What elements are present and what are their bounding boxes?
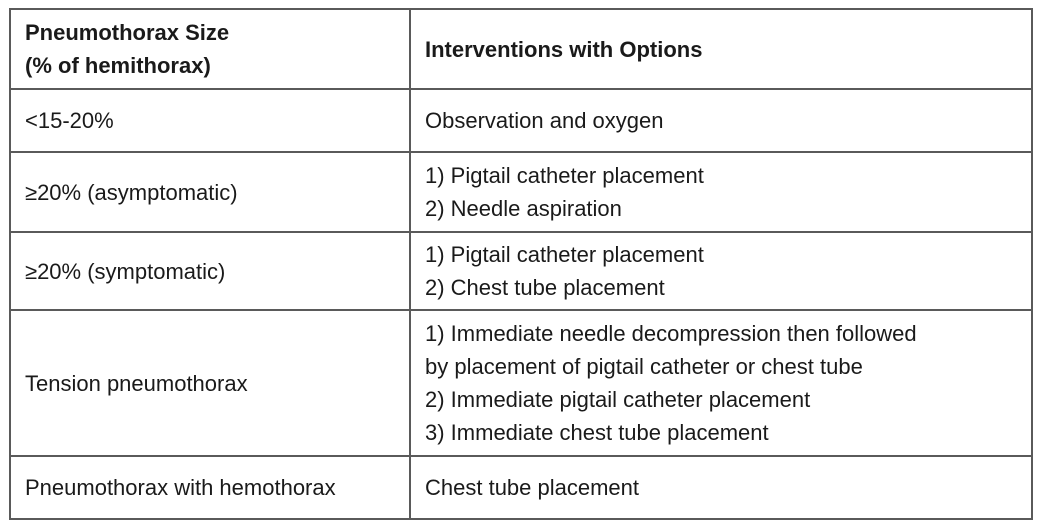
header-pneumothorax-size <box>10 9 410 89</box>
intervention-line: by placement of pigtail catheter or chest tube <box>425 354 863 379</box>
table-row <box>10 310 1032 456</box>
size-cell: ≥20% (asymptomatic) <box>10 152 410 232</box>
intervention-line: 1) Pigtail catheter placement <box>425 163 704 188</box>
header-size-line-2: (% of hemithorax) <box>25 53 211 78</box>
interventions-cell <box>410 310 1032 456</box>
intervention-line: 1) Immediate needle decompression then followed <box>425 321 917 346</box>
table-row <box>10 152 1032 232</box>
size-cell: <15-20% <box>10 89 410 152</box>
intervention-line: 2) Immediate pigtail catheter placement <box>425 387 811 412</box>
intervention-line: Observation and oxygen <box>425 108 664 133</box>
header-size-line-1: Pneumothorax Size <box>25 20 230 45</box>
interventions-cell <box>410 232 1032 310</box>
interventions-cell <box>410 152 1032 232</box>
intervention-line: 1) Pigtail catheter placement <box>425 242 704 267</box>
intervention-line: 2) Chest tube placement <box>425 275 665 300</box>
intervention-line: 3) Immediate chest tube placement <box>425 420 769 445</box>
interventions-cell <box>410 89 1032 152</box>
table-header-row <box>10 9 1032 89</box>
size-cell: ≥20% (symptomatic) <box>10 232 410 310</box>
size-cell: Pneumothorax with hemothorax <box>10 456 410 519</box>
intervention-line: 2) Needle aspiration <box>425 196 622 221</box>
size-cell: Tension pneumothorax <box>10 310 410 456</box>
table-row <box>10 89 1032 152</box>
intervention-line: Chest tube placement <box>425 475 640 500</box>
header-interventions <box>410 9 1032 89</box>
header-interventions-label: Interventions with Options <box>425 36 703 62</box>
interventions-cell <box>410 456 1032 519</box>
pneumothorax-intervention-table <box>9 8 1033 520</box>
table-row <box>10 456 1032 519</box>
table-row <box>10 232 1032 310</box>
